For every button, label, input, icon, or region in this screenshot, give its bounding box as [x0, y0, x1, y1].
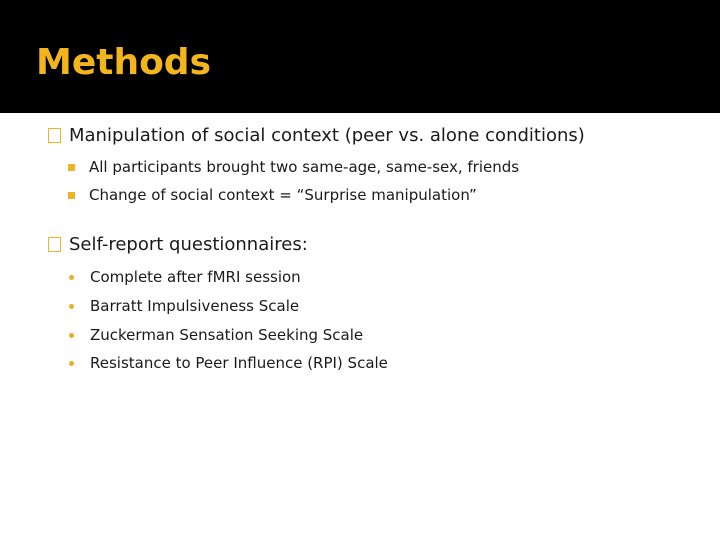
section-heading-text: Manipulation of social context (peer vs. alone conditions): [69, 124, 585, 146]
list-item-text: Resistance to Peer Influence (RPI) Scale: [90, 354, 388, 372]
slide-content: [0, 113, 720, 540]
hollow-square-icon: [48, 237, 61, 252]
list-item-text: Change of social context = “Surprise manipulation”: [89, 186, 477, 204]
slide-title: Methods: [36, 42, 212, 83]
section-heading-text: Self-report questionnaires:: [69, 233, 308, 255]
list-item-text: All participants brought two same-age, same-sex, friends: [89, 158, 520, 176]
hollow-square-icon: [48, 128, 61, 143]
dot-icon: [69, 333, 74, 338]
list-item: [68, 350, 388, 376]
list-item-text: Complete after fMRI session: [90, 268, 301, 286]
filled-square-icon: [68, 192, 75, 199]
filled-square-icon: [68, 164, 75, 171]
list-item: [68, 322, 363, 348]
list-item-text: Barratt Impulsiveness Scale: [90, 297, 300, 315]
list-item-text: Zuckerman Sensation Seeking Scale: [90, 326, 364, 344]
list-item: [68, 264, 301, 290]
list-item: [68, 182, 477, 208]
dot-icon: [69, 304, 74, 309]
dot-icon: [69, 275, 74, 280]
title-bar: [0, 0, 720, 113]
list-item: [68, 154, 519, 180]
dot-icon: [69, 361, 74, 366]
section-heading-manipulation: [48, 121, 585, 149]
list-item: [68, 293, 299, 319]
section-heading-questionnaires: [48, 230, 308, 258]
